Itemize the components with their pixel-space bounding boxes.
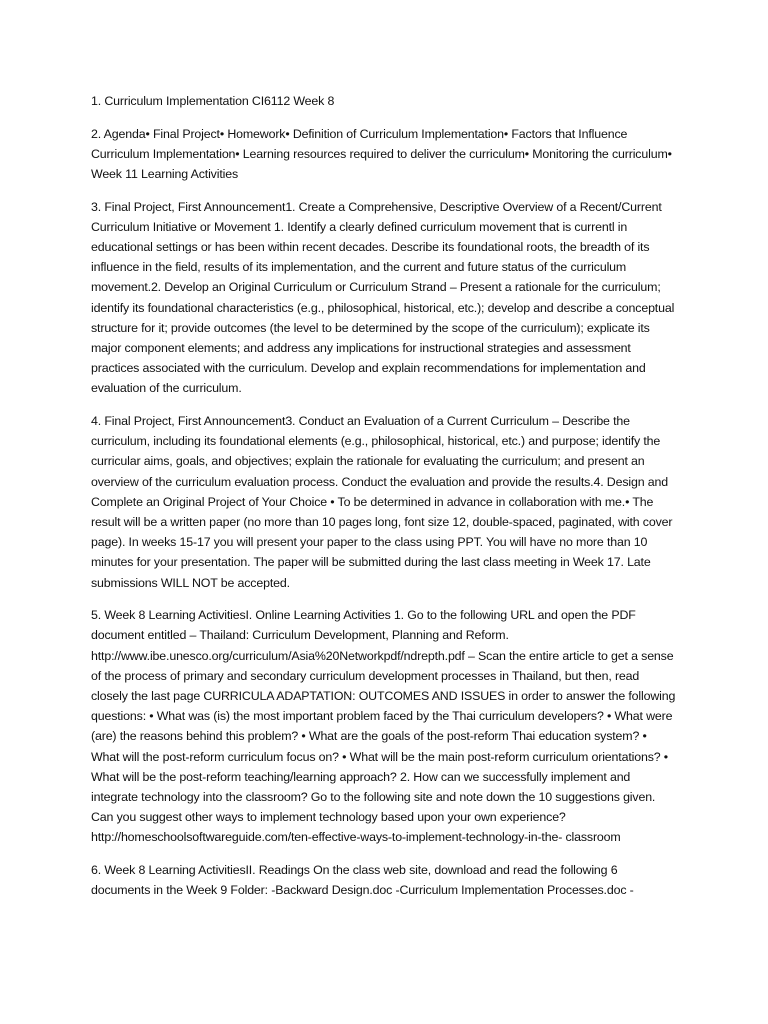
paragraph-5: 5. Week 8 Learning ActivitiesI. Online Learning Activities 1. Go to the following URL and open the PDF document entitled – Thailand: Curriculum Development, Planning and Reform. http://www.ibe.unesco.org/curriculum/Asia%20Networkpdf/ndrepth.pdf – Scan the entire article to get a sense of the process of primary and secondary curriculum development processes in Thailand, but then, read closely the last page CURRICULA ADAPTATION: OUTCOMES AND ISSUES in order to answer the following questions: • What was (is) the most important problem faced by the Thai curriculum developers? • What were (are) the reasons behind this problem? • What are the goals of the post-reform Thai education system? • What will the post-reform curriculum focus on? • What will be the main post-reform curriculum orientations? • What will be the post-reform teaching/learning approach? 2. How can we successfully implement and integrate technology into the classroom? Go to the following site and note down the 10 suggestions given. Can you suggest other ways to implement technology based upon your own experience?http://homeschoolsoftwareguide.com/ten-effective-ways-to-implement-technology-in-the- classroom (91, 608, 676, 845)
paragraph-1: 1. Curriculum Implementation CI6112 Week 8 (91, 94, 335, 108)
paragraph-3: 3. Final Project, First Announcement1. Create a Comprehensive, Descriptive Overview of a Recent/Current Curriculum Initiative or Movement 1. Identify a clearly defined curriculum movement that is currentl in educational settings or has been within recent decades. Describe its foundational roots, the breadth of its influence in the field, results of its implementation, and the current and future status of the curriculum movement.2. Develop an Original Curriculum or Curriculum Strand – Present a rationale for the curriculum; identify its foundational characteristics (e.g., philosophical, historical, etc.); develop and describe a conceptual structure for it; provide outcomes (the level to be determined by the scope of the curriculum); explicate its major component elements; and address any implications for instructional strategies and assessment practices associated with the curriculum. Develop and explain recommendations for implementation and evaluation of the curriculum. (91, 199, 675, 396)
paragraph-6: 6. Week 8 Learning ActivitiesII. Readings On the class web site, download and read the following 6 documents in the Week 9 Folder: -Backward Design.doc -Curriculum Implementation Processes.doc - (91, 863, 634, 898)
paragraph-4: 4. Final Project, First Announcement3. Conduct an Evaluation of a Current Curriculum – Describe the curriculum, including its foundational elements (e.g., philosophical, historical, etc.) and purpose; identify the curricular aims, goals, and objectives; explain the rationale for evaluating the curriculum; and present an overview of the curriculum evaluation process. Conduct the evaluation and provide the results.4. Design and Complete an Original Project of Your Choice • To be determined in advance in collaboration with me.• The result will be a written paper (no more than 10 pages long, font size 12, double-spaced, paginated, with cover page). In weeks 15-17 you will present your paper to the class using PPT. You will have no more than 10 minutes for your presentation. The paper will be submitted during the last class meeting in Week 17. Late submissions WILL NOT be accepted. (91, 414, 673, 590)
document-body (91, 91, 677, 913)
paragraph-2: 2. Agenda• Final Project• Homework• Definition of Curriculum Implementation• Factors that Influence Curriculum Implementation• Learning resources required to deliver the curriculum• Monitoring the curriculum• Week 11 Learning Activities (91, 126, 672, 181)
